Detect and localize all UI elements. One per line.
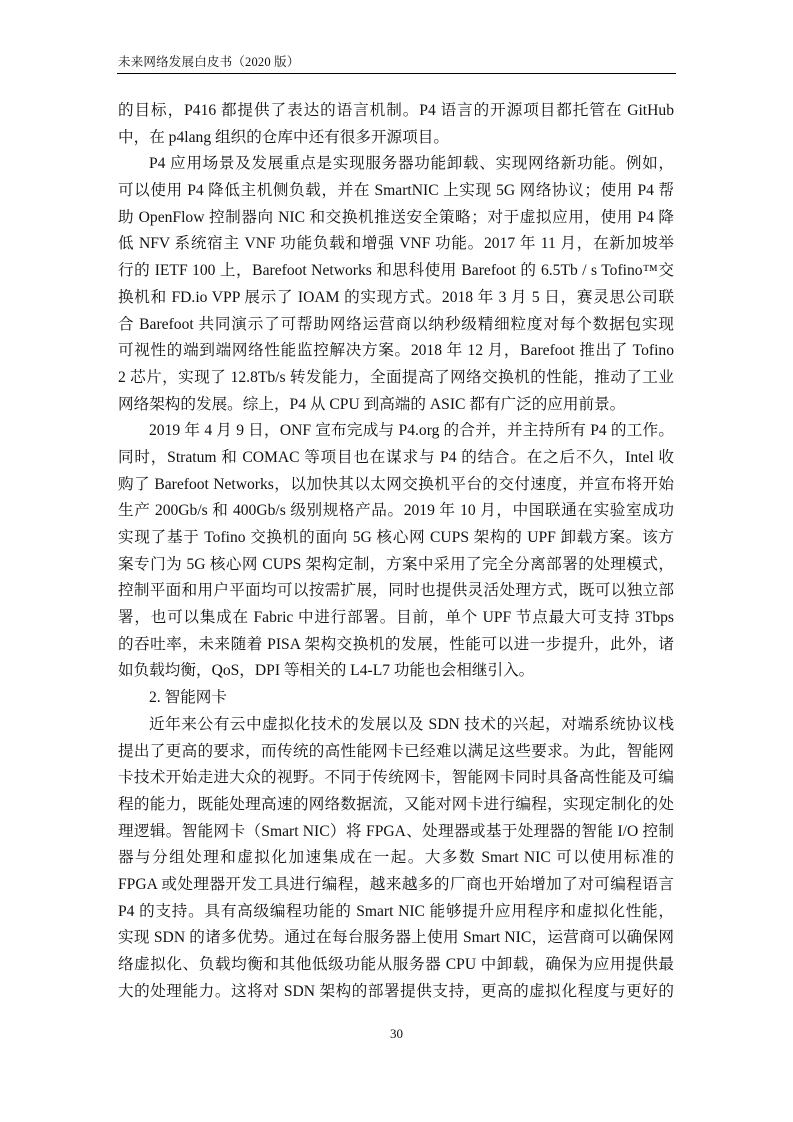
text-line: 的吞吐率，未来随着 PISA 架构交换机的发展，性能可以进一步提升，此外，诸 xyxy=(118,635,674,653)
text-line: 实现了基于 Tofino 交换机的面向 5G 核心网 CUPS 架构的 UPF 卸载方案。该方 xyxy=(118,529,674,546)
page-number: 30 xyxy=(390,1026,403,1041)
text-line: 生产 200Gb/s 和 400Gb/s 级别规格产品。2019 年 10 月，中国联通在实验室成功 xyxy=(118,502,674,520)
header-divider xyxy=(117,73,676,74)
text-line: 提出了更高的要求，而传统的高性能网卡已经难以满足这些要求。为此，智能网 xyxy=(118,742,674,760)
text-line: 署，也可以集成在 Fabric 中进行部署。目前，单个 UPF 节点最大可支持 3Tbps xyxy=(118,609,674,627)
text-line: P4 的支持。具有高级编程功能的 Smart NIC 能够提升应用程序和虚拟化性能， xyxy=(118,902,674,920)
text-line: 如负载均衡，QoS，DPI 等相关的 L4-L7 功能也会相继引入。 xyxy=(118,662,535,680)
text-line: 2019 年 4 月 9 日，ONF 宣布完成与 P4.org 的合并，并主持所有 P4 的工作。 xyxy=(149,422,674,440)
text-line: 络虚拟化、负载均衡和其他低级功能从服务器 CPU 中卸载，确保为应用提供最 xyxy=(118,956,674,973)
text-line: 理逻辑。智能网卡（Smart NIC）将 FPGA、处理器或基于处理器的智能 I/O 控制 xyxy=(118,822,674,840)
text-line: 购了 Barefoot Networks，以加快其以太网交换机平台的交付速度，并宣布将开始 xyxy=(118,475,674,493)
text-line: 大的处理能力。这将对 SDN 架构的部署提供支持，更高的虚拟化程度与更好的 xyxy=(118,982,674,1000)
text-line: 近年来公有云中虚拟化技术的发展以及 SDN 技术的兴起，对端系统协议栈 xyxy=(149,715,674,733)
running-header: 未来网络发展白皮书（2020 版） xyxy=(118,55,300,69)
text-line: 可视性的端到端网络性能监控解决方案。2018 年 12 月，Barefoot 推出了 Tofino xyxy=(118,342,674,360)
text-line: 案专门为 5G 核心网 CUPS 架构定制，方案中采用了完全分离部署的处理模式， xyxy=(118,555,674,573)
text-line: 控制平面和用户平面均可以按需扩展，同时也提供灵活处理方式，既可以独立部 xyxy=(118,582,674,600)
text-line: 实现 SDN 的诸多优势。通过在每台服务器上使用 Smart NIC，运营商可以确保网 xyxy=(118,929,674,947)
text-line: 程的能力，既能处理高速的网络数据流，又能对网卡进行编程，实现定制化的处 xyxy=(118,795,674,813)
text-line: 低 NFV 系统宿主 VNF 功能负载和增强 VNF 功能。2017 年 11 月，在新加坡举 xyxy=(118,235,674,253)
text-line: 中，在 p4lang 组织的仓库中还有很多开源项目。 xyxy=(118,128,449,146)
text-line: 同时，Stratum 和 COMAC 等项目也在谋求与 P4 的结合。在之后不久，Intel 收 xyxy=(118,448,674,466)
text-line: 的目标，P416 都提供了表达的语言机制。P4 语言的开源项目都托管在 GitHub xyxy=(118,102,674,119)
text-line: P4 应用场景及发展重点是实现服务器功能卸载、实现网络新功能。例如， xyxy=(149,155,674,173)
text-line: 2 芯片，实现了 12.8Tb/s 转发能力，全面提高了网络交换机的性能，推动了工业 xyxy=(118,368,674,386)
text-line: 卡技术开始走进大众的视野。不同于传统网卡，智能网卡同时具备高性能及可编 xyxy=(118,769,674,787)
text-line: 可以使用 P4 降低主机侧负载，并在 SmartNIC 上实现 5G 网络协议；使用 P4 帮 xyxy=(118,182,674,200)
text-line: 换机和 FD.io VPP 展示了 IOAM 的实现方式。2018 年 3 月 5 日，赛灵思公司联 xyxy=(118,288,674,306)
text-line: 合 Barefoot 共同演示了可帮助网络运营商以纳秒级精细粒度对每个数据包实现 xyxy=(118,315,674,333)
section-heading: 2. 智能网卡 xyxy=(149,689,227,707)
text-line: 助 OpenFlow 控制器向 NIC 和交换机推送安全策略；对于虚拟应用，使用 P4 降 xyxy=(118,208,674,226)
text-line: 行的 IETF 100 上，Barefoot Networks 和思科使用 Barefoot 的 6.5Tb / s Tofino™交 xyxy=(118,262,674,280)
body-text xyxy=(118,98,674,1005)
text-line: 网络架构的发展。综上，P4 从 CPU 到高端的 ASIC 都有广泛的应用前景。 xyxy=(118,395,626,413)
text-line: FPGA 或处理器开发工具进行编程，越来越多的厂商也开始增加了对可编程语言 xyxy=(118,875,674,893)
text-line: 器与分组处理和虚拟化加速集成在一起。大多数 Smart NIC 可以使用标准的 xyxy=(118,849,674,867)
